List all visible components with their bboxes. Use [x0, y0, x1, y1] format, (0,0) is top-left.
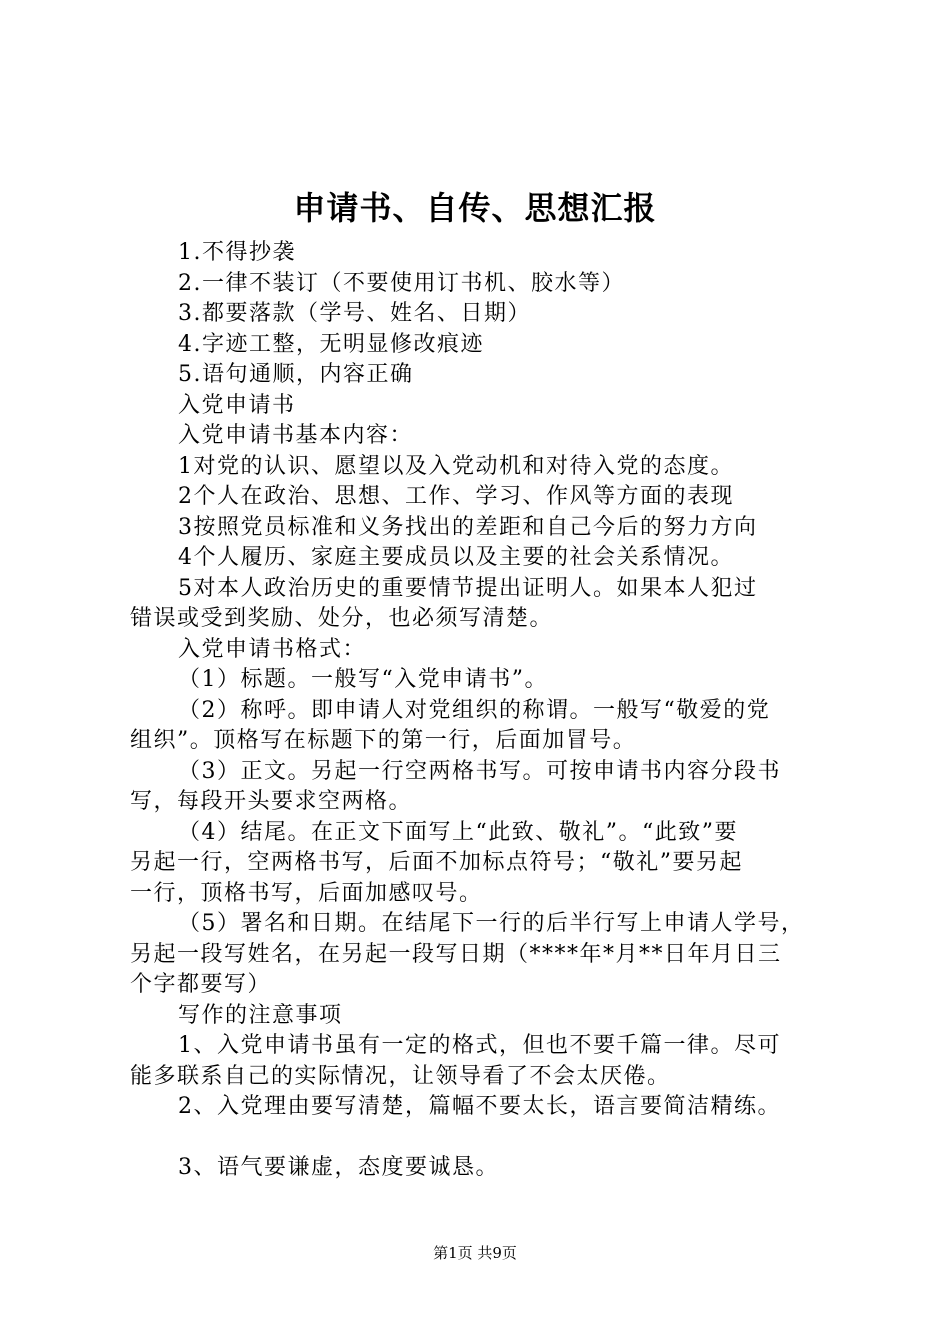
format-item-continuation: 一行，顶格书写，后面加感叹号。: [130, 880, 483, 906]
content-item-continuation: 错误或受到奖励、处分，也必须写清楚。: [130, 606, 554, 631]
section-heading: 入党申请书基本内容：: [178, 423, 414, 448]
rule-line: 3.都要落款（学号、姓名、日期）: [178, 301, 531, 326]
section-heading: 入党申请书: [178, 392, 296, 418]
format-item: （2）称呼。即申请人对党组织的称谓。一般写“敬爱的党: [178, 697, 771, 723]
note-item: 2、入党理由要写清楚，篇幅不要太长，语言要简洁精练。: [178, 1094, 781, 1119]
note-item: 3、语气要谦虚，态度要诚恳。: [178, 1155, 499, 1180]
rule-line: 5.语句通顺，内容正确: [178, 362, 414, 387]
format-item-continuation: 写，每段开头要求空两格。: [130, 789, 413, 814]
format-item: （5）署名和日期。在结尾下一行的后半行写上申请人学号，: [178, 911, 805, 936]
content-item: 1对党的认识、愿望以及入党动机和对待入党的态度。: [178, 453, 734, 479]
section-heading: 写作的注意事项: [178, 1002, 343, 1028]
content-item: 2个人在政治、思想、工作、学习、作风等方面的表现: [178, 484, 734, 509]
format-item-continuation: 另起一段写姓名，在另起一段写日期（****年*月**日年月日三: [130, 941, 782, 967]
note-item: 1、入党申请书虽有一定的格式，但也不要千篇一律。尽可: [178, 1033, 781, 1058]
page-footer: 第1页 共9页: [433, 1244, 517, 1262]
format-item: （3）正文。另起一行空两格书写。可按申请书内容分段书: [178, 758, 781, 784]
rule-line: 4.字迹工整，无明显修改痕迹: [178, 331, 484, 357]
format-item: （1）标题。一般写“入党申请书”。: [178, 667, 548, 692]
section-heading: 入党申请书格式：: [178, 636, 367, 662]
content-item: 3按照党员标准和义务找出的差距和自己今后的努力方向: [178, 514, 758, 540]
rule-line: 1.不得抄袭: [178, 240, 296, 265]
content-item: 4个人履历、家庭主要成员以及主要的社会关系情况。: [178, 545, 734, 570]
format-item-continuation: 另起一行，空两格书写，后面不加标点符号；“敬礼”要另起: [130, 850, 743, 875]
rule-line: 2.一律不装订（不要使用订书机、胶水等）: [178, 270, 625, 296]
document-title: 申请书、自传、思想汇报: [293, 189, 657, 227]
blank-line: [130, 1123, 830, 1154]
format-item-continuation: 个字都要写）: [130, 972, 272, 997]
note-item-continuation: 能多联系自己的实际情况，让领导看了不会太厌倦。: [130, 1063, 671, 1089]
format-item-continuation: 组织”。顶格写在标题下的第一行，后面加冒号。: [130, 728, 637, 753]
content-item: 5对本人政治历史的重要情节提出证明人。如果本人犯过: [178, 575, 758, 601]
format-item: （4）结尾。在正文下面写上“此致、敬礼”。“此致”要: [178, 819, 738, 845]
document-body: [130, 238, 830, 1184]
